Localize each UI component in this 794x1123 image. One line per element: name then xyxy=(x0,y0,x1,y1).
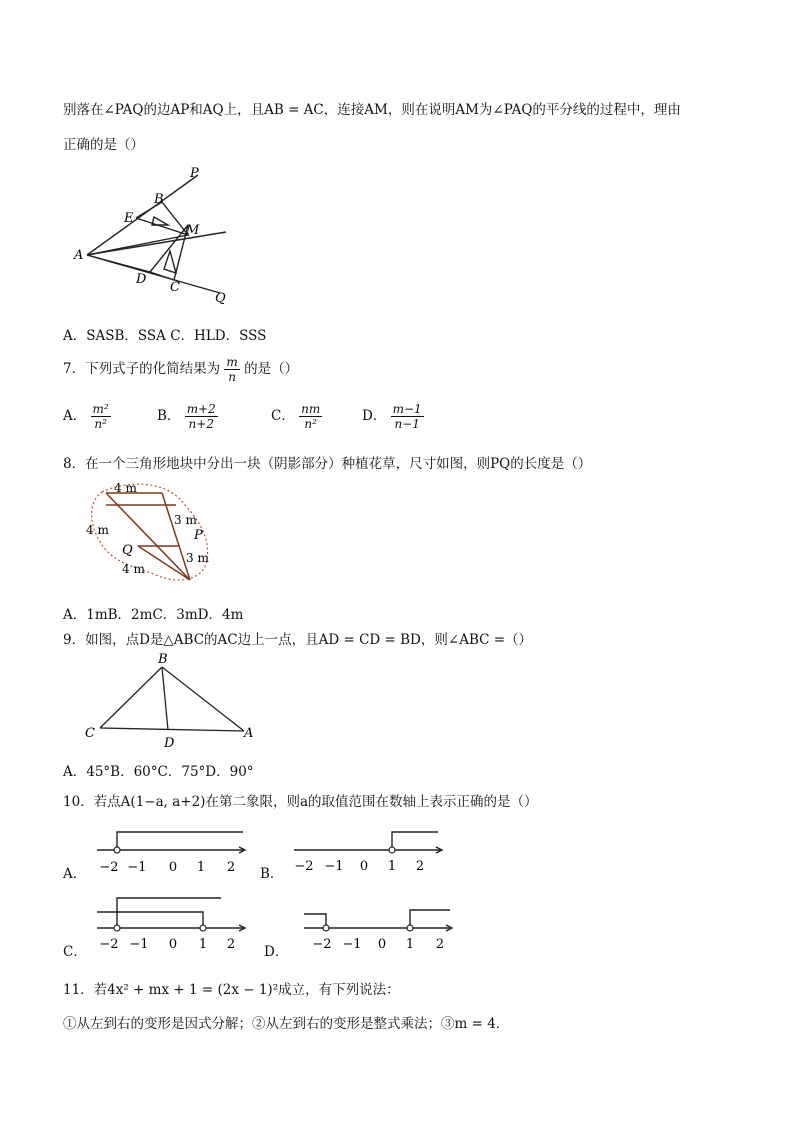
q7-option-a-den: n² xyxy=(94,417,107,431)
q6-label-D: D xyxy=(136,272,147,287)
q10-number-line-c xyxy=(93,892,253,952)
q9-label-C: C xyxy=(85,726,95,741)
q6-stem-line2: 正确的是（） xyxy=(63,137,144,153)
q8-figure xyxy=(82,476,222,588)
q9-options: A．45°B．60°C．75°D．90° xyxy=(63,764,254,780)
q10-c-tick-2: 2 xyxy=(226,937,236,952)
q10-b-tick-2: 2 xyxy=(415,859,425,874)
q11-statements: ①从左到右的变形是因式分解；②从左到右的变形是整式乘法；③m = 4． xyxy=(63,1016,510,1032)
q7-option-c xyxy=(271,402,322,431)
q7-option-d-letter: D． xyxy=(362,408,387,424)
q10-option-b-letter: B． xyxy=(260,866,284,882)
q6-label-Q: Q xyxy=(215,291,226,305)
q10-a-tick-0: 0 xyxy=(168,860,178,874)
q10-option-a-letter: A． xyxy=(63,866,87,882)
q7-option-a xyxy=(63,402,111,431)
q10-d-tick-neg2: −2 xyxy=(312,937,332,952)
q10-b-tick-1: 1 xyxy=(387,859,397,874)
q10-d-tick-1: 1 xyxy=(405,937,415,952)
q10-a-tick-neg1: −1 xyxy=(127,860,147,874)
q10-a-tick-1: 1 xyxy=(196,860,206,874)
q6-label-E: E xyxy=(124,211,134,226)
q10-b-tick-neg2: −2 xyxy=(294,859,314,874)
q6-label-A: A xyxy=(74,248,84,263)
q10-number-line-d xyxy=(300,900,460,952)
q10-d-tick-0: 0 xyxy=(377,937,387,952)
q9-label-A: A xyxy=(244,726,254,741)
q8-label-right-top: 3 m xyxy=(174,513,197,527)
q7-stem xyxy=(63,355,298,384)
q7-option-b-den: n+2 xyxy=(188,417,214,431)
q7-stem-fraction xyxy=(224,355,239,384)
q9-label-D: D xyxy=(164,736,175,750)
q7-stem-pre: 7．下列式子的化简结果为 xyxy=(63,361,221,377)
q10-d-tick-2: 2 xyxy=(435,937,445,952)
q10-c-tick-0: 0 xyxy=(168,937,178,952)
q7-option-a-num: m² xyxy=(92,402,109,416)
q7-stem-den: n xyxy=(228,370,236,384)
q10-a-tick-neg2: −2 xyxy=(99,860,119,874)
q6-stem-line1: 别落在∠PAQ的边AP和AQ上，且AB = AC，连接AM，则在说明AM为∠PAQ的平分线的过程中，理由 xyxy=(63,102,681,118)
q8-label-Q: Q xyxy=(122,543,133,558)
q10-option-c-letter: C． xyxy=(63,944,87,960)
q9-label-B: B xyxy=(158,652,168,667)
q9-stem: 9．如图，点D是△ABC的AC边上一点，且AD = CD = BD，则∠ABC =（） xyxy=(63,632,533,648)
q10-c-tick-neg1: −1 xyxy=(129,937,149,952)
q8-stem: 8．在一个三角形地块中分出一块（阴影部分）种植花草，尺寸如图，则PQ的长度是（） xyxy=(63,456,592,472)
q10-option-d-letter: D． xyxy=(264,944,289,960)
q10-d-tick-neg1: −1 xyxy=(342,937,362,952)
q10-b-tick-0: 0 xyxy=(359,859,369,874)
q8-label-right-bottom: 3 m xyxy=(186,551,209,565)
q7-option-a-letter: A． xyxy=(63,408,87,424)
q7-stem-post: 的是（） xyxy=(244,361,299,377)
q8-label-left: 4 m xyxy=(86,523,109,537)
q6-label-M: M xyxy=(186,223,200,238)
q8-options: A．1mB．2mC．3mD．4m xyxy=(63,607,244,623)
q6-label-B: B xyxy=(154,192,164,207)
q8-label-top: 4 m xyxy=(114,481,137,495)
q10-number-line-a xyxy=(93,826,253,874)
q7-option-c-num: nm xyxy=(301,402,321,416)
q7-option-c-den: n² xyxy=(304,417,317,431)
q10-b-tick-neg1: −1 xyxy=(324,859,344,874)
q10-c-tick-1: 1 xyxy=(198,937,208,952)
q10-number-line-b xyxy=(290,826,450,874)
q7-option-b-num: m+2 xyxy=(186,402,216,416)
q7-option-d-num: m−1 xyxy=(392,402,422,416)
q7-stem-num: m xyxy=(226,355,238,369)
q10-stem: 10．若点A(1−a, a+2)在第二象限，则a的取值范围在数轴上表示正确的是（） xyxy=(63,794,538,810)
q7-option-d xyxy=(362,402,424,431)
q10-a-tick-2: 2 xyxy=(226,860,236,874)
q6-figure xyxy=(70,165,240,305)
q7-option-c-letter: C． xyxy=(271,408,295,424)
q6-options: A．SASB．SSA C．HLD．SSS xyxy=(63,328,267,344)
q9-figure xyxy=(80,648,260,750)
q11-stem: 11．若4x² + mx + 1 = (2x − 1)²成立，有下列说法： xyxy=(63,982,400,998)
q6-label-C: C xyxy=(170,280,180,295)
q7-option-b xyxy=(157,402,218,431)
q7-option-b-letter: B． xyxy=(157,408,181,424)
q6-label-P: P xyxy=(190,166,199,181)
q8-label-bottom-left: 4 m xyxy=(122,562,145,576)
q8-label-P: P xyxy=(194,528,203,543)
q7-option-d-den: n−1 xyxy=(394,417,420,431)
q10-c-tick-neg2: −2 xyxy=(99,937,119,952)
